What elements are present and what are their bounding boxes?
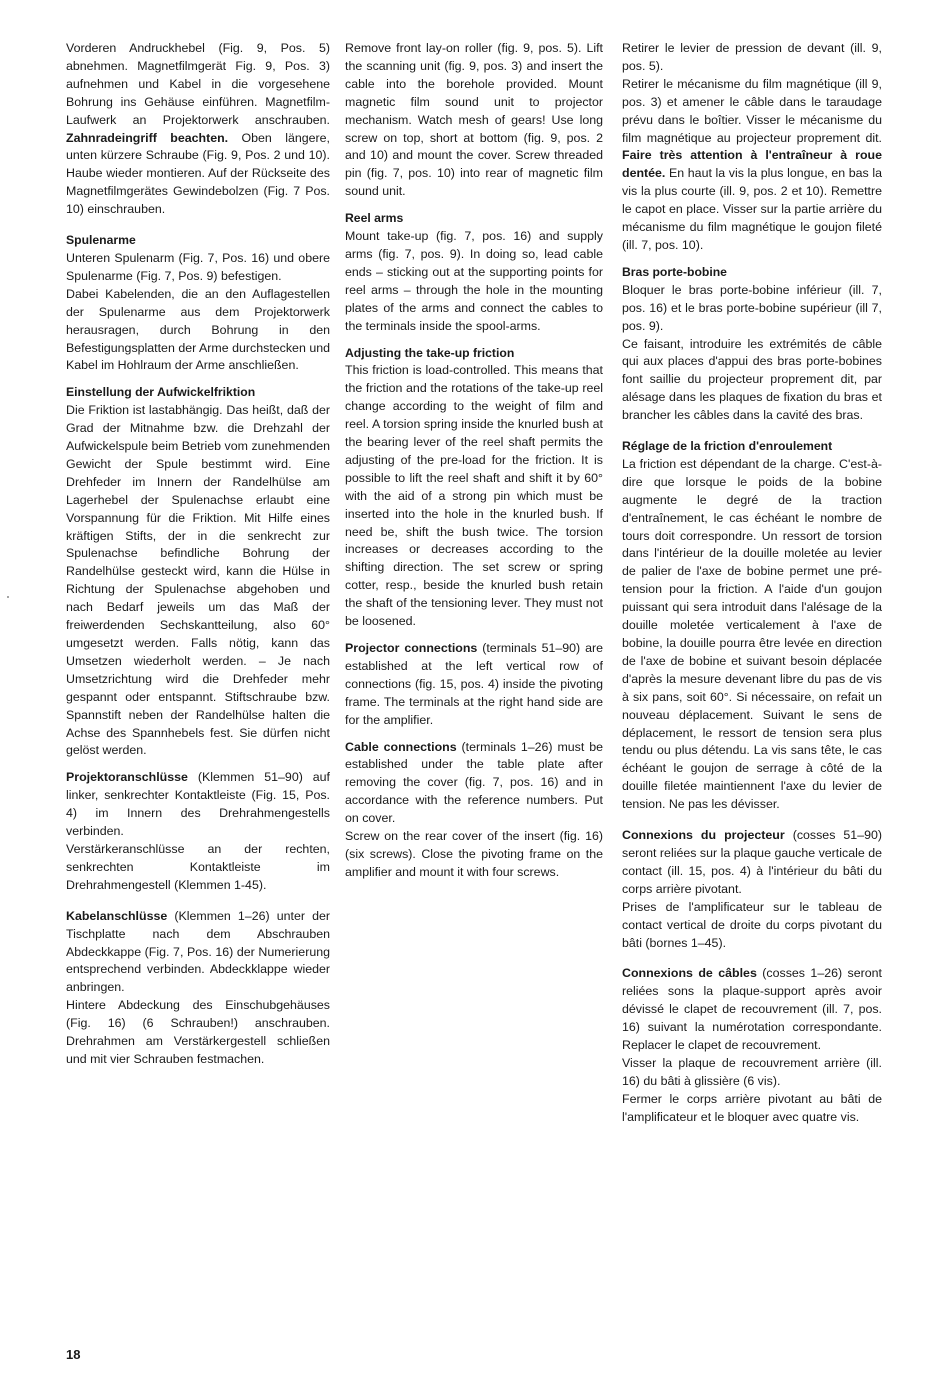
paragraph: This friction is load-controlled. This means that the friction and the rotations of the take-up reel change according to the weight of film and reel. A torsion spring inside the knurled bush at the bearing lever of the reel shaft permits the adjusting of the pre-load for the friction. It is possible to lift the reel shaft and shift it by 60° with the aid of a strong pin which must be inserted into the hole in the knurled bush. If need be, shift the bush twice. The torsion increases or decreases according to the shifting direction. The set screw or spring cotter, resp., beside the knurled bush retain the shaft of the tensioning lever. They must not be loosened.	[345, 363, 603, 629]
section-heading: Réglage de la friction d'enroulement	[622, 439, 833, 454]
paragraph: Screw on the rear cover of the insert (fig. 16) (six screws). Close the pivoting frame on the amplifier and mount it with four screws.	[345, 829, 603, 879]
inline-heading: Projektoranschlüsse	[66, 770, 188, 785]
section-heading: Einstellung der Aufwickelfriktion	[66, 385, 256, 400]
paragraph	[622, 827, 882, 899]
paragraph: Visser la plaque de recouvrement arrière (ill. 16) du bâti à glissière (6 vis).	[622, 1055, 882, 1088]
paragraph: Hintere Abdeckung des Einschubgehäuses (Fig. 16) (6 Schrauben!) anschrauben. Drehrahmen am Verstärkergestell schließen und mit vier Schrauben festmachen.	[66, 998, 330, 1066]
section-heading: Adjusting the take-up friction	[345, 345, 515, 360]
inline-heading: Cable connections	[345, 739, 457, 754]
text: Vorderen Andruckhebel (Fig. 9, Pos. 5) abnehmen. Magnetfilmgerät Fig. 9, Pos. 3) aufnehmen und Kabel in die vorgesehene Bohrung ins Gehäuse einführen. Magnetfilm-Laufwerk an Projektorwerk anschrauben.	[66, 41, 330, 127]
paragraph: Remove front lay-on roller (fig. 9, pos. 5). Lift the scanning unit (fig. 9, pos. 3) and insert the cable into the borehole provided. Mount magnetic film sound unit to projector mechanism. Watch mesh of gears! Use long screw on top, short at bottom (fig. 9, pos. 2 and 10) and mount the cover. Screw threaded pin (fig. 7, pos. 10) into rear of magnetic film sound unit.	[345, 41, 603, 199]
text: (terminals 51–90) are established at the left vertical row of connections (fig. 15, pos. 4) inside the pivoting frame. The terminals at the right hand side are for the amplifier.	[345, 641, 603, 727]
section-intro-fr	[622, 40, 882, 255]
paragraph	[622, 76, 882, 255]
text: (Klemmen 51–90) auf linker, senkrechter Kontaktleiste (Fig. 15, Pos. 4) im Innern des Drehrahmengestells verbinden.	[66, 770, 330, 839]
paragraph	[66, 769, 330, 841]
paragraph	[66, 908, 330, 998]
section-connexions-projecteur	[622, 827, 882, 952]
paragraph: Die Friktion ist lastabhängig. Das heißt, daß der Grad der Mitnahme bzw. die Drehzahl der Aufwickelspule beim Betrieb vom zunehmenden Gewicht der Spule bestimmt wird. Eine Drehfeder im Innern der Randelhülse am Lagerhebel der Spulenachse erlaubt eine Vorspannung für die Friktion. Mit Hilfe eines kräftigen Stifts, der in die senkrecht zur Spulenachse befindliche Bohrung der Randelhülse gesteckt wird, kann die Hülse in Richtung der Spulenachse abgehoben und nach Bedarf jeweils um das Maß der freiwerdenden Sechskantteilung, also 60° umgesetzt werden. Falls nötig, kann das Umsetzen wiederholt werden. – Je nach Umsetzrichtung wird die Drehfeder mehr gespannt oder entspannt. Stiftschraube bzw. Spannstift neben der Randelhülse halten die Achse des Spannhebels fest. Sie dürfen nicht gelöst werden.	[66, 403, 330, 758]
paragraph: La friction est dépendant de la charge. C'est-à-dire que lorsque le poids de la bobine augmente le degré de la traction d'entraînement, le cas échéant le nombre de tours doit correspondre. Un ressort de torsion dans l'intérieur de la douille moletée au levier de palier de l'axe de bobine permet une pré-tension pour la friction. A l'aide d'un goujon puissant qui sera introduit dans l'alésage de la douille moletée verticalement à l'axe de bobine, la douille pourra être levée en direction de l'axe de bobine et suivant besoin déplacée d'après la mesure devenant libre du pas de vis à six pans, soit 60°. Si nécessaire, on refait un nouveau déplacement. Suivant le sens de déplacement, le ressort de tension sera plus tendu ou plus détendu. La vis sans tête, le cas échéant le goujon de serrage à côté de la douille filetée maintiennent l'axe du levier de tension. Ne pas les dévisser.	[622, 456, 882, 812]
section-projector-connections	[345, 640, 603, 730]
paragraph: Ce faisant, introduire les extrémités de câble qui aux places d'appui des bras porte-bobines font saillie du projecteur proprement dit, par alésage dans les plaques de fixation du bras et brancher les câbles dans la cavité des bras.	[622, 336, 882, 423]
inline-heading: Connexions de câbles	[622, 966, 757, 981]
paragraph	[345, 739, 603, 829]
paragraph: Prises de l'amplificateur sur le tableau de contact vertical de droite du corps pivotant du bâti (bornes 1–45).	[622, 899, 882, 950]
inline-heading: Kabelanschlüsse	[66, 908, 168, 923]
section-take-up-friction	[345, 345, 603, 632]
section-reglage-friction	[622, 438, 882, 814]
section-heading: Reel arms	[345, 211, 404, 226]
text: Retirer le mécanisme du film magnétique (ill 9, pos. 3) et amener le câble dans le taraudage prévu dans le boîtier. Visser le mécanisme du film magnétique au projecteur proprement dit.	[622, 76, 882, 145]
page-number: 18	[66, 1347, 81, 1362]
text: (cosses 51–90) seront reliées sur la plaque gauche verticale de contact (ill. 15, pos. 4) à l'intérieur du bâti du corps arrière pivotant.	[622, 828, 882, 896]
paragraph: Verstärkeranschlüsse an der rechten, senkrechten Kontaktleiste im Drehrahmengestell (Klemmen 1-45).	[66, 841, 330, 892]
section-connexions-cables	[622, 965, 882, 1126]
paragraph: Fermer le corps arrière pivotant au bâti de l'amplificateur et le bloquer avec quatre vis.	[622, 1091, 882, 1124]
section-cable-connections	[345, 739, 603, 882]
stray-mark	[7, 596, 9, 598]
emphasis: Faire très attention à l'entraîneur à roue dentée.	[622, 148, 882, 181]
section-spulenarme	[66, 232, 330, 375]
paragraph: Unteren Spulenarm (Fig. 7, Pos. 16) und obere Spulenarme (Fig. 7, Pos. 9) befestigen.	[66, 250, 330, 283]
text: (Klemmen 1–26) unter der Tischplatte nach dem Abschrauben Abdeckkappe (Fig. 7, Pos. 16) der Numerierung entsprechend verbinden. Abdeckklappe wieder anbringen.	[66, 908, 330, 995]
section-projektoranschluesse	[66, 769, 330, 894]
paragraph	[345, 640, 603, 730]
section-intro-en	[345, 40, 603, 201]
text: (cosses 1–26) seront reliées sons la plaque-support après avoir dévissé le clapet de recouvrement (ill. 7, pos. 16) suivant la numérotation correspondante. Replacer le clapet de recouvrement.	[622, 966, 882, 1053]
column-french	[622, 40, 882, 1127]
text: (terminals 1–26) must be established under the table plate after removing the cover (fig. 7, pos. 16) and in accordance with the reference numbers. Put on cover.	[345, 739, 603, 826]
section-reel-arms	[345, 210, 603, 335]
inline-heading: Connexions du projecteur	[622, 828, 785, 843]
paragraph	[66, 40, 330, 219]
emphasis: Zahnradeingriff beachten.	[66, 130, 229, 145]
paragraph	[622, 965, 882, 1055]
text: En haut la vis la plus longue, en bas la vis la plus courte (ill. 9, pos. 2 et 10). Remettre le capot en place. Visser sur la partie arrière du mécanisme du film magnétique le goujon fileté (ill. 7, pos. 10).	[622, 166, 882, 252]
paragraph: Dabei Kabelenden, die an den Auflagestellen der Spulenarme aus dem Projektorwerk herausragen, durch Bohrung in den Befestigungsplatten der Arme durchstecken und Kabel im Hohlraum der Arme anschließen.	[66, 286, 330, 373]
inline-heading: Projector connections	[345, 641, 478, 655]
column-german	[66, 40, 330, 1069]
section-kabelanschluesse	[66, 908, 330, 1069]
section-friktion	[66, 384, 330, 760]
column-english	[345, 40, 603, 882]
paragraph: Bloquer le bras porte-bobine inférieur (ill. 7, pos. 16) et le bras porte-bobine supérieur (ill 7, pos. 9).	[622, 282, 882, 333]
paragraph: Retirer le levier de pression de devant (ill. 9, pos. 5).	[622, 41, 882, 73]
section-bras-porte-bobine	[622, 264, 882, 425]
text: Oben längere, unten kürzere Schraube (Fig. 9, Pos. 2 und 10). Haube wieder montieren. Auf der Rückseite des Magnetfilmgerätes Gewindebolzen (Fig. 7 Pos. 10) einschrauben.	[66, 130, 330, 217]
section-heading: Spulenarme	[66, 233, 136, 248]
paragraph: Mount take-up (fig. 7, pos. 16) and supply arms (fig. 7, pos. 9). In doing so, lead cable ends – sticking out at the supporting points for reel arms – through the hole in the mounting plates of the arms and connect the cables to the terminals inside the spool-arms.	[345, 229, 603, 333]
section-intro-de	[66, 40, 330, 219]
section-heading: Bras porte-bobine	[622, 264, 727, 279]
